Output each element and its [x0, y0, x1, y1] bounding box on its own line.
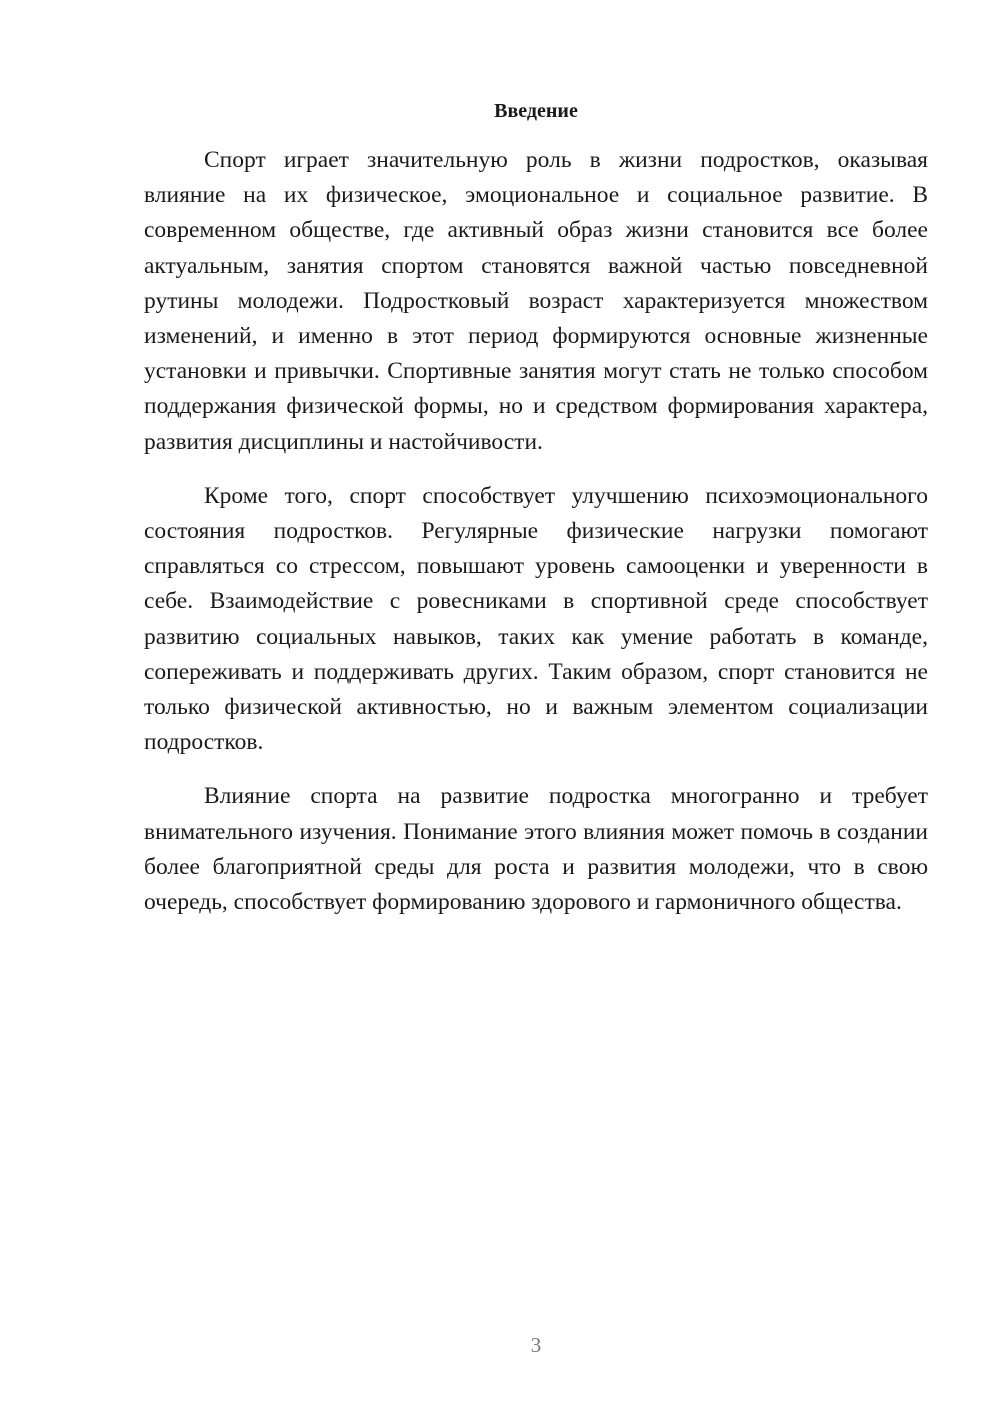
page-title: Введение	[494, 100, 578, 122]
page-number: 3	[530, 1333, 542, 1357]
paragraph-1: Спорт играет значительную роль в жизни подростков, оказывая влияние на их физическое, эмоциональное и социальное развитие. В современном обществе, где активный образ жизни становится все более актуальным, занятия спортом становятся важной частью повседневной рутины молодежи. Подростковый возраст характеризуется множеством изменений, и именно в этот период формируются основные жизненные установки и привычки. Спортивные занятия могут стать не только способом поддержания физической формы, но и средством формирования характера, развития дисциплины и настойчивости.	[144, 147, 928, 455]
paragraph-2: Кроме того, спорт способствует улучшению психоэмоционального состояния подростков. Регулярные физические нагрузки помогают справляться со стрессом, повышают уровень самооценки и уверенности в себе. Взаимодействие с ровесниками в спортивной среде способствует развитию социальных навыков, таких как умение работать в команде, сопереживать и поддерживать других. Таким образом, спорт становится не только физической активностью, но и важным элементом социализации подростков.	[144, 482, 928, 756]
body-text	[144, 143, 928, 939]
paragraph-3: Влияние спорта на развитие подростка многогранно и требует внимательного изучения. Понимание этого влияния может помочь в создании более благоприятной среды для роста и развития молодежи, что в свою очередь, способствует формированию здорового и гармоничного общества.	[144, 783, 928, 916]
